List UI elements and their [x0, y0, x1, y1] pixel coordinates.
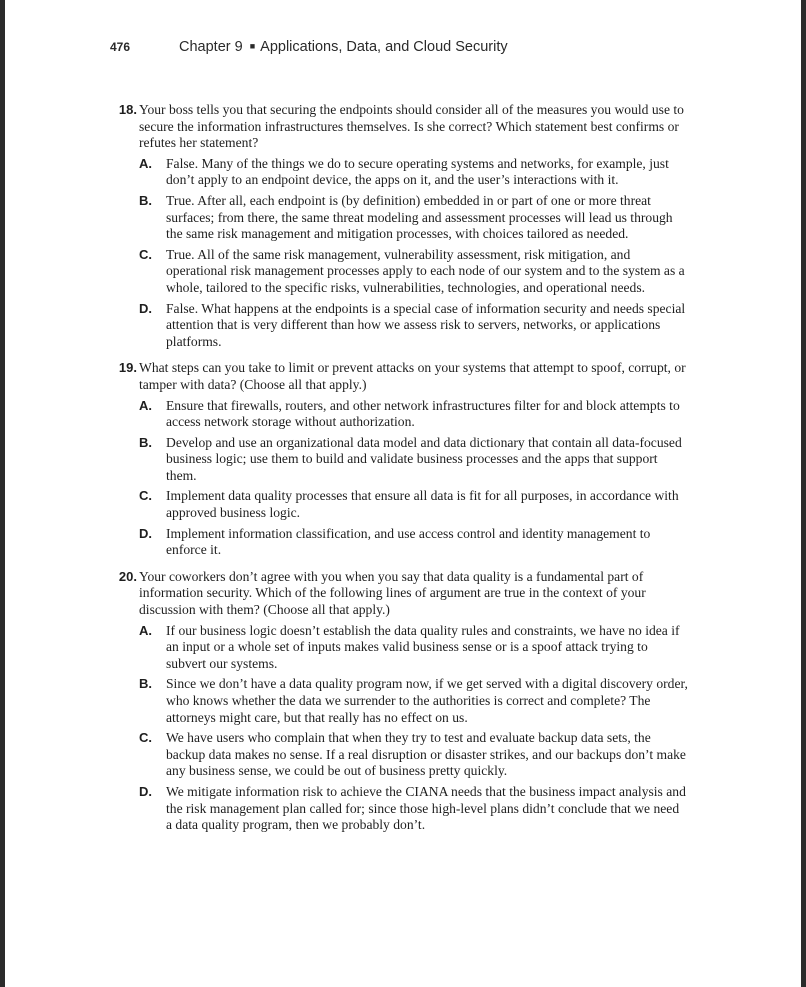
question-number: 19.: [118, 360, 137, 376]
question-text: Your boss tells you that securing the endpoints should consider all of the measures you would use to secure the information infrastructures themselves. Is she correct? Which statement best confirms or refutes her statement?: [139, 102, 684, 151]
option-letter: B.: [139, 192, 152, 208]
option-letter: B.: [139, 676, 152, 692]
option-d: [139, 784, 688, 834]
question-number: 18.: [118, 102, 137, 117]
option-b: [139, 193, 688, 243]
option-text: Ensure that firewalls, routers, and other network infrastructures filter for and block attempts to access network storage without authorization.: [166, 397, 680, 430]
question-text: Your coworkers don’t agree with you when you say that data quality is a fundamental part of information security. Which of the following lines of argument are true in the context of your discussion with them? (Choose all that apply.): [139, 568, 646, 618]
chapter-label: Chapter 9: [179, 39, 243, 55]
question-19: [110, 360, 688, 559]
option-letter: D.: [139, 525, 152, 541]
option-letter: A.: [139, 397, 152, 413]
option-c: [139, 247, 688, 297]
option-text: True. After all, each endpoint is (by definition) embedded in or part of one or more threat surfaces; from there, the same threat modeling and assessment processes will lead us through the same risk management and mitigation processes, with choices tailored as needed.: [166, 192, 673, 242]
question-list: [110, 102, 688, 844]
option-b: [139, 676, 688, 726]
option-text: Implement data quality processes that ensure all data is fit for all purposes, in accordance with approved business logic.: [166, 488, 679, 521]
question-18: [110, 102, 688, 350]
option-b: [139, 435, 688, 485]
running-header: [5, 39, 801, 57]
separator-bullet: ■: [249, 41, 256, 51]
option-text: False. What happens at the endpoints is a special case of information security and needs special attention that is very different than how we assess risk to servers, networks, or applications platforms.: [166, 300, 686, 349]
option-letter: B.: [139, 434, 152, 450]
option-text: False. Many of the things we do to secure operating systems and networks, for example, just don’t apply to an endpoint device, the apps on it, and the user’s interactions with it.: [166, 155, 669, 188]
option-d: [139, 301, 688, 351]
option-d: [139, 526, 688, 559]
option-letter: A.: [139, 155, 152, 171]
option-letter: C.: [139, 246, 152, 262]
option-text: Implement information classification, and use access control and identity management to enforce it.: [166, 525, 651, 558]
option-text: True. All of the same risk management, vulnerability assessment, risk mitigation, and operational risk management processes apply to each node of our system and to the system as a whole, tailored to the specific risks, vulnerabilities, technologies, and operational needs.: [166, 246, 685, 295]
option-c: [139, 730, 688, 780]
option-a: [139, 623, 688, 673]
option-c: [139, 488, 688, 521]
book-page: [5, 0, 801, 987]
option-letter: A.: [139, 622, 152, 638]
question-20: [110, 569, 688, 834]
option-text: We mitigate information risk to achieve the CIANA needs that the business impact analysis and the risk management plan called for; since those high-level plans didn’t conclude that we need a data quality program, then we probably don’t.: [166, 783, 686, 833]
question-number: 20.: [118, 568, 137, 584]
option-a: [139, 398, 688, 431]
option-text: Develop and use an organizational data model and data dictionary that contain all data-focused business logic; use them to build and validate business processes and the apps that support them.: [166, 434, 682, 483]
question-text: What steps can you take to limit or prevent attacks on your systems that attempt to spoof, corrupt, or tamper with data? (Choose all that apply.): [139, 360, 686, 392]
option-text: If our business logic doesn’t establish the data quality rules and constraints, we have no idea if an input or a whole set of inputs makes valid business sense or is a spoof attack trying to subvert our systems.: [166, 622, 680, 671]
page-number: 476: [110, 40, 131, 54]
option-a: [139, 156, 688, 189]
option-letter: C.: [139, 488, 152, 504]
option-text: Since we don’t have a data quality program now, if we get served with a digital discovery order, who knows whether the data we surrender to the authorities is correct and complete? The attorneys might care, but that really has no effect on us.: [166, 676, 688, 725]
chapter-heading: [179, 39, 508, 55]
option-letter: C.: [139, 730, 152, 746]
chapter-title: Applications, Data, and Cloud Security: [260, 39, 508, 55]
option-letter: D.: [139, 783, 152, 799]
option-text: We have users who complain that when they try to test and evaluate backup data sets, the backup data makes no sense. If a real disruption or disaster strikes, and our backups don’t make any business sense, we could be out of business pretty quickly.: [166, 730, 686, 779]
option-letter: D.: [139, 300, 152, 316]
